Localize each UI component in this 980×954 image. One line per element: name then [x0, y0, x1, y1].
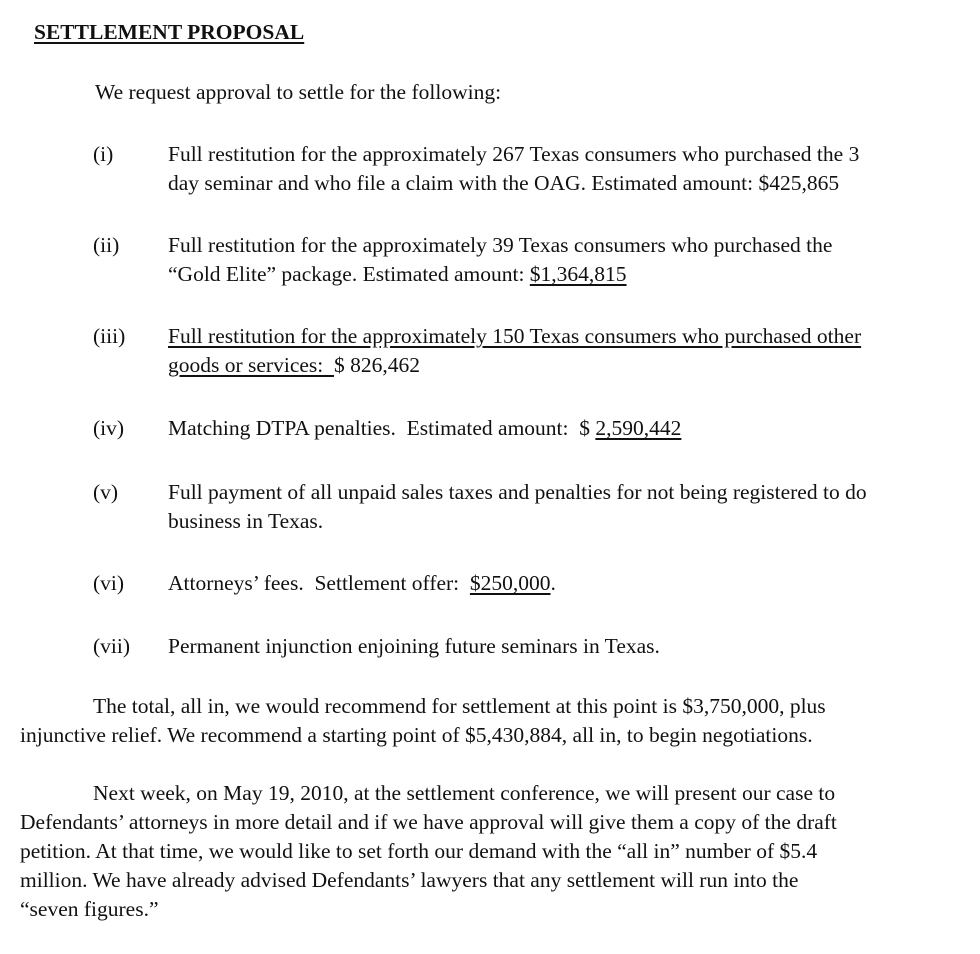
paragraph-line-text: The total, all in, we would recommend for settlement at this point is $3,750,000, plus [93, 694, 826, 718]
paragraph-line: million. We have already advised Defendants’ lawyers that any settlement will run into the [20, 868, 799, 892]
item-line [168, 260, 973, 289]
amount-value: $250,000 [469, 571, 551, 595]
paragraph-line: petition. At that time, we would like to set forth our demand with the “all in” number of $5.4 [20, 839, 818, 863]
paragraph-line: “seven figures.” [20, 897, 159, 921]
paragraph-line: injunctive relief. We recommend a starting point of $5,430,884, all in, to begin negotiations. [20, 723, 813, 747]
paragraph-next-steps [20, 779, 970, 924]
item-number: (vii) [93, 634, 131, 658]
item-line: business in Texas. [168, 509, 324, 533]
item-number: (ii) [93, 233, 120, 257]
paragraph-line [20, 779, 970, 808]
item-text [168, 569, 973, 598]
paragraph-line: Defendants’ attorneys in more detail and if we have approval will give them a copy of the draft [20, 810, 837, 834]
item-line: Full payment of all unpaid sales taxes and penalties for not being registered to do [168, 480, 867, 504]
item-text-part: . [550, 571, 556, 595]
item-text [168, 414, 973, 443]
amount-value: 2,590,442 [595, 416, 682, 440]
intro-text: We request approval to settle for the following: [95, 80, 502, 104]
item-text: Permanent injunction enjoining future seminars in Texas. [168, 634, 660, 658]
item-number: (iv) [93, 416, 125, 440]
item-line: Full restitution for the approximately 267 Texas consumers who purchased the 3 [168, 142, 860, 166]
amount-value: $1,364,815 [529, 262, 627, 286]
item-number: (i) [93, 142, 114, 166]
item-text [168, 140, 973, 198]
item-number: (iii) [93, 324, 126, 348]
item-number: (v) [93, 480, 119, 504]
item-text-part: Attorneys’ fees. Settlement offer: [168, 571, 470, 595]
item-text [168, 322, 973, 380]
amount-value: $ 826,462 [334, 353, 420, 377]
item-line: Full restitution for the approximately 39 Texas consumers who purchased the [168, 233, 833, 257]
item-number: (vi) [93, 571, 125, 595]
paragraph-recommendation [20, 692, 970, 750]
item-line [168, 351, 973, 380]
item-text-part: goods or services: [168, 353, 334, 377]
paragraph-line [20, 692, 970, 721]
item-text-part: “Gold Elite” package. Estimated amount: [168, 262, 530, 286]
document-title: SETTLEMENT PROPOSAL [34, 20, 305, 44]
item-text [168, 478, 973, 536]
item-text-part: Matching DTPA penalties. Estimated amount: $ [168, 416, 596, 440]
item-line: Full restitution for the approximately 150 Texas consumers who purchased other [168, 324, 862, 348]
item-text [168, 231, 973, 289]
item-line: day seminar and who file a claim with the OAG. Estimated amount: $425,865 [168, 171, 840, 195]
paragraph-line-text: Next week, on May 19, 2010, at the settlement conference, we will present our case to [93, 781, 836, 805]
